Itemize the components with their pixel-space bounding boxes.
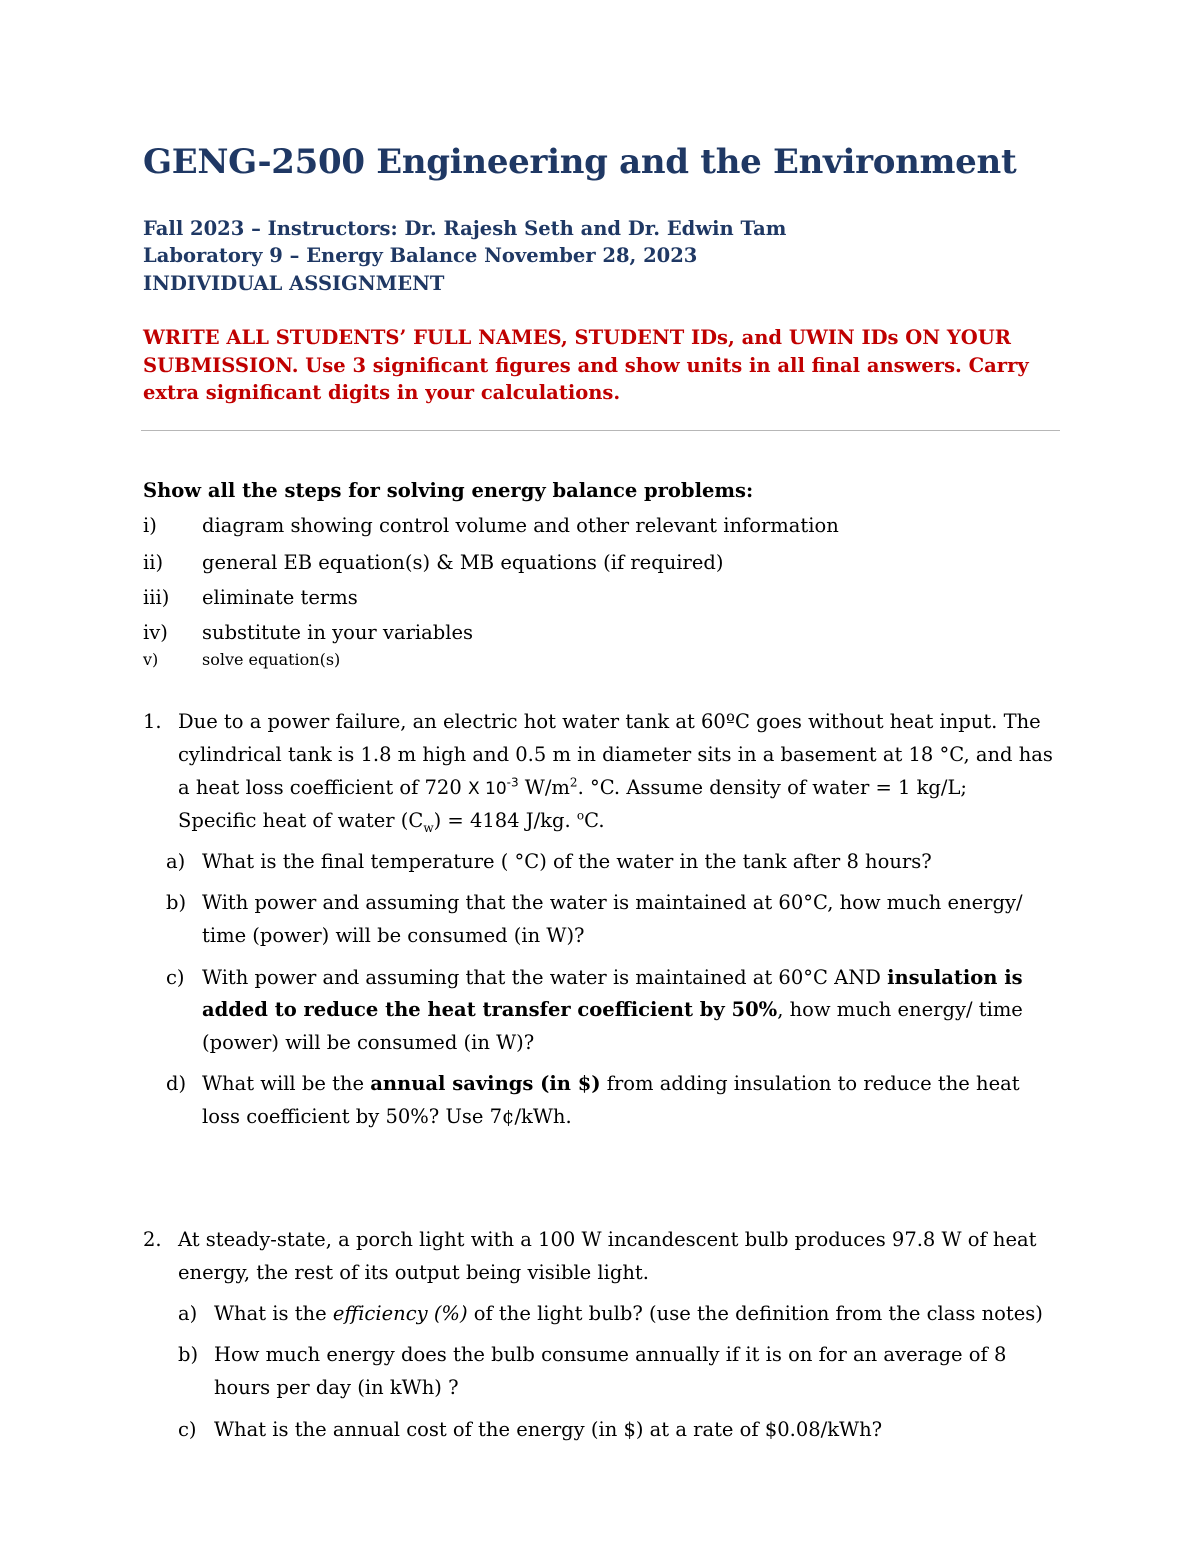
subquestion-text: What is the annual cost of the energy (in $) at a rate of $0.08/kWh?	[214, 1418, 883, 1441]
horizontal-divider	[141, 430, 1060, 431]
subquestion-text	[202, 998, 1023, 1021]
subscript: w	[423, 820, 434, 835]
q1c-text: , how much energy/ time	[777, 998, 1023, 1021]
step-text: diagram showing control volume and other relevant information	[202, 514, 839, 537]
subquestion-letter: c)	[178, 1418, 197, 1441]
q1-text: ) = 4184 J/kg.	[433, 809, 577, 832]
step-number: iv)	[143, 621, 168, 644]
q1-text: Specific heat of water (C	[178, 809, 424, 832]
subquestion-letter: b)	[166, 891, 187, 914]
q1c-bold-text: added to reduce the heat transfer coefficient by 50%	[202, 998, 778, 1021]
step-text: substitute in your variables	[202, 621, 474, 644]
subquestion-letter: a)	[178, 1302, 198, 1325]
subquestion-text: What is the final temperature ( °C) of the water in the tank after 8 hours?	[202, 850, 932, 873]
question-1-line: Due to a power failure, an electric hot water tank at 60ºC goes without heat input. The	[178, 710, 1041, 733]
question-2-number: 2.	[143, 1228, 162, 1251]
q1-text: 10	[479, 779, 507, 799]
subquestion-text: loss coefficient by 50%? Use 7¢/kWh.	[202, 1105, 572, 1128]
q1-text: a heat loss coefficient of 720	[178, 776, 468, 799]
subquestion-text: hours per day (in kWh) ?	[214, 1376, 459, 1399]
q2a-italic-text: efficiency (%)	[332, 1302, 468, 1325]
step-text: general EB equation(s) & MB equations (if required)	[202, 551, 724, 574]
instructions-line-2: SUBMISSION. Use 3 significant figures and show units in all final answers. Carry	[143, 354, 1029, 377]
q1d-text: What will be the	[202, 1072, 371, 1095]
step-text: solve equation(s)	[202, 650, 341, 669]
exponent: -3	[506, 775, 519, 790]
assignment-type: INDIVIDUAL ASSIGNMENT	[143, 272, 445, 295]
degree-symbol: o	[576, 808, 585, 823]
q1-text: W/m	[518, 776, 570, 799]
subquestion-text	[202, 966, 1023, 989]
steps-heading: Show all the steps for solving energy balance problems:	[143, 479, 754, 502]
q1c-bold-text: insulation is	[887, 966, 1023, 989]
question-1-number: 1.	[143, 710, 162, 733]
instructions-line-3: extra significant digits in your calculations.	[143, 381, 621, 404]
q1d-text: from adding insulation to reduce the heat	[600, 1072, 1020, 1095]
subquestion-text	[202, 1072, 1020, 1095]
question-1-line	[178, 808, 605, 835]
subquestion-text: With power and assuming that the water is maintained at 60°C, how much energy/	[202, 891, 1023, 914]
subquestion-text: How much energy does the bulb consume annually if it is on for an average of 8	[214, 1343, 1007, 1366]
lab-title	[143, 244, 697, 267]
step-text: eliminate terms	[202, 586, 358, 609]
q1d-bold-text: annual savings (in $)	[370, 1072, 601, 1095]
q2a-text: What is the	[214, 1302, 333, 1325]
subquestion-text: time (power) will be consumed (in W)?	[202, 924, 585, 947]
step-number: iii)	[143, 586, 170, 609]
q1-text: . °C. Assume density of water = 1 kg/L;	[577, 776, 967, 799]
question-1-line	[178, 776, 967, 799]
lab-title-text: Laboratory 9 – Energy Balance November 28, 2023	[143, 244, 698, 267]
step-number: v)	[143, 650, 159, 669]
subquestion-letter: b)	[178, 1343, 199, 1366]
course-instructors: Fall 2023 – Instructors: Dr. Rajesh Seth and Dr. Edwin Tam	[143, 217, 787, 240]
subquestion-text	[214, 1302, 1043, 1325]
step-number: i)	[143, 514, 157, 537]
subquestion-text: (power) will be consumed (in W)?	[202, 1031, 535, 1054]
q2a-text: of the light bulb? (use the definition from the class notes)	[467, 1302, 1043, 1325]
step-number: ii)	[143, 551, 164, 574]
instructions-line-1: WRITE ALL STUDENTS’ FULL NAMES, STUDENT IDs, and UWIN IDs ON YOUR	[143, 326, 1011, 349]
question-1-line: cylindrical tank is 1.8 m high and 0.5 m in diameter sits in a basement at 18 °C, and has	[178, 743, 1053, 766]
document-title: GENG-2500 Engineering and the Environment	[143, 142, 1017, 182]
subquestion-letter: c)	[166, 966, 185, 989]
subquestion-letter: d)	[166, 1072, 187, 1095]
subquestion-letter: a)	[166, 850, 186, 873]
question-2-line: At steady-state, a porch light with a 100 W incandescent bulb produces 97.8 W of heat	[178, 1228, 1037, 1251]
times-symbol: X	[467, 779, 480, 799]
question-2-line: energy, the rest of its output being visible light.	[178, 1261, 649, 1284]
q1c-text: With power and assuming that the water is maintained at 60°C AND	[202, 966, 888, 989]
exponent: 2	[569, 775, 578, 790]
q1-text: C.	[584, 809, 605, 832]
